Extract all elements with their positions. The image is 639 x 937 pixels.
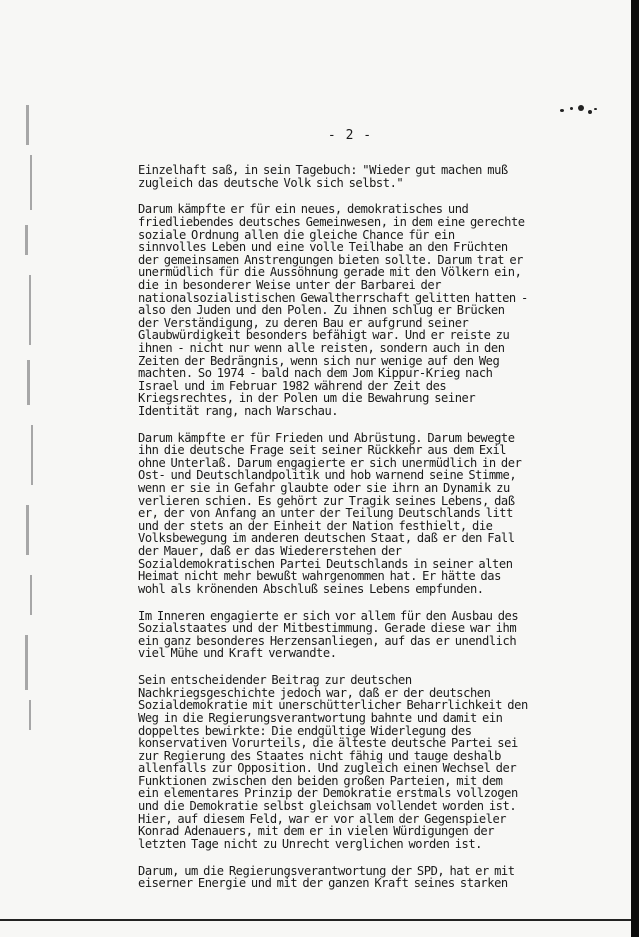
- text-line: Darum, um die Regierungsverantwortung der SPD, hat er mit: [138, 863, 515, 878]
- text-line: eiserner Energie und mit der ganzen Kraft seines starken: [138, 876, 508, 891]
- text-line: Weg in die Regierungsverantwortung bahnte und damit ein: [138, 710, 503, 725]
- text-line: Sozialdemokratischen Partei Deutschlands in seiner alten: [138, 556, 513, 571]
- paragraph: [138, 610, 543, 660]
- text-line: er, der von Anfang an unter der Teilung Deutschlands litt: [138, 506, 513, 521]
- text-line: sinnvolles Leben und eine volle Teilhabe an den Früchten: [138, 240, 508, 255]
- text-line: Darum kämpfte er für Frieden und Abrüstung. Darum bewegte: [138, 430, 515, 445]
- paragraph: [138, 674, 543, 850]
- text-line: Zeiten der Bedrängnis, wenn sich nur wenige auf den Weg: [138, 353, 500, 368]
- text-line: friedliebendes deutsches Gemeinwesen, in dem eine gerechte: [138, 214, 525, 229]
- text-line: allenfalls zur Opposition. Und zugleich einen Wechsel der: [138, 761, 517, 776]
- text-line: Heimat nicht mehr bewußt wahrgenommen hat. Er hätte das: [138, 569, 501, 584]
- text-line: konservativen Vorurteils, die älteste deutsche Partei sei: [138, 736, 518, 751]
- text-line: Darum kämpfte er für ein neues, demokratisches und: [138, 202, 469, 217]
- text-line: der Mauer, daß er das Wiedererstehen der: [138, 544, 402, 558]
- paragraph: [138, 203, 543, 417]
- text-line: ihnen - nicht nur wenn alle reisten, sondern auch in den: [138, 340, 505, 355]
- scan-specks: [558, 103, 608, 123]
- text-line: zugleich das deutsche Volk sich selbst.": [138, 175, 404, 190]
- text-line: die in besonderer Weise unter der Barbarei der: [138, 277, 442, 292]
- text-line: der gemeinsamen Anstrengungen bieten sollte. Darum trat er: [138, 252, 524, 267]
- text-line: ein elementares Prinzip der Demokratie erstmals vollzogen: [138, 786, 518, 801]
- text-line: wenn er sie in Gefahr glaubte oder sie ihrn an Dynamik zu: [138, 481, 510, 496]
- text-line: Glaubwürdigkeit besonders befähigt war. Und er reiste zu: [138, 328, 510, 343]
- paragraph: [138, 865, 543, 890]
- text-line: unermüdlich für die Aussöhnung gerade mit den Völkern ein,: [138, 265, 522, 280]
- text-line: Hier, auf diesem Feld, war er vor allem der Gegenspieler: [138, 811, 507, 826]
- text-line: Einzelhaft saß, in sein Tagebuch: "Wieder gut machen muß: [138, 163, 508, 177]
- text-line: wohl als krönenden Abschluß seines Lebens empfunden.: [138, 581, 484, 596]
- text-line: nationalsozialistischen Gewaltherrschaft gelitten hatten -: [138, 290, 528, 305]
- text-line: also den Juden und den Polen. Zu ihnen schlug er Brücken: [138, 303, 505, 318]
- text-line: Israel und im Februar 1982 während der Zeit des: [138, 378, 447, 393]
- paragraph: [138, 164, 543, 189]
- text-line: Sozialdemokratie mit unerschütterlicher Beharrlichkeit den: [138, 698, 528, 713]
- body-text: [138, 164, 543, 890]
- text-line: viel Mühe und Kraft verwandte.: [138, 646, 337, 661]
- text-line: doppeltes bewirkte: Die endgültige Widerlegung des: [138, 723, 472, 738]
- text-line: ihn die deutsche Frage seit seiner Rückkehr aus dem Exil: [138, 443, 507, 458]
- scan-bottom-line: [0, 919, 631, 921]
- text-line: Sein entscheidender Beitrag zur deutschen: [138, 673, 412, 688]
- text-line: der Verständigung, zu deren Bau er aufgrund seiner: [138, 315, 469, 330]
- text-line: machten. So 1974 - bald nach dem Jom Kippur-Krieg nach: [138, 366, 493, 381]
- text-line: und der stets an der Einheit der Nation festhielt, die: [138, 518, 493, 533]
- text-line: zur Regierung des Staates nicht fähig und tauge deshalb: [138, 748, 501, 763]
- text-line: verlieren schien. Es gehört zur Tragik seines Lebens, daß: [138, 493, 515, 508]
- paragraph: [138, 432, 543, 596]
- text-line: letzten Tage nicht zu Unrecht verglichen worden ist.: [138, 836, 483, 851]
- text-line: Identität rang, nach Warschau.: [138, 403, 339, 418]
- page-number: - 2 -: [327, 128, 373, 143]
- text-line: Ost- und Deutschlandpolitik und hob warnend seine Stimme,: [138, 468, 517, 483]
- text-line: ohne Unterlaß. Darum engagierte er sich unermüdlich in der: [138, 455, 522, 470]
- text-line: ein ganz besonderes Herzensanliegen, auf das er unendlich: [138, 633, 517, 648]
- text-line: soziale Ordnung allen die gleiche Chance für ein: [138, 227, 455, 242]
- scan-margin-noise: [24, 95, 50, 735]
- text-line: Funktionen zwischen den beiden großen Parteien, mit dem: [138, 773, 503, 788]
- text-line: Volksbewegung im anderen deutschen Staat, daß er den Fall: [138, 531, 515, 546]
- text-line: Sozialstaates und der Mitbestimmung. Gerade diese war ihm: [138, 621, 517, 636]
- text-line: Im Inneren engagierte er sich vor allem für den Ausbau des: [138, 608, 519, 623]
- text-line: und die Demokratie selbst gleichsam vollendet worden ist.: [138, 799, 517, 814]
- text-line: Nachkriegsgeschichte jedoch war, daß er der deutschen: [138, 685, 491, 700]
- text-line: Konrad Adenauers, mit dem er in vielen Würdigungen der: [138, 824, 495, 839]
- text-line: Kriegsrechtes, in der Polen um die Bewahrung seiner: [138, 391, 476, 406]
